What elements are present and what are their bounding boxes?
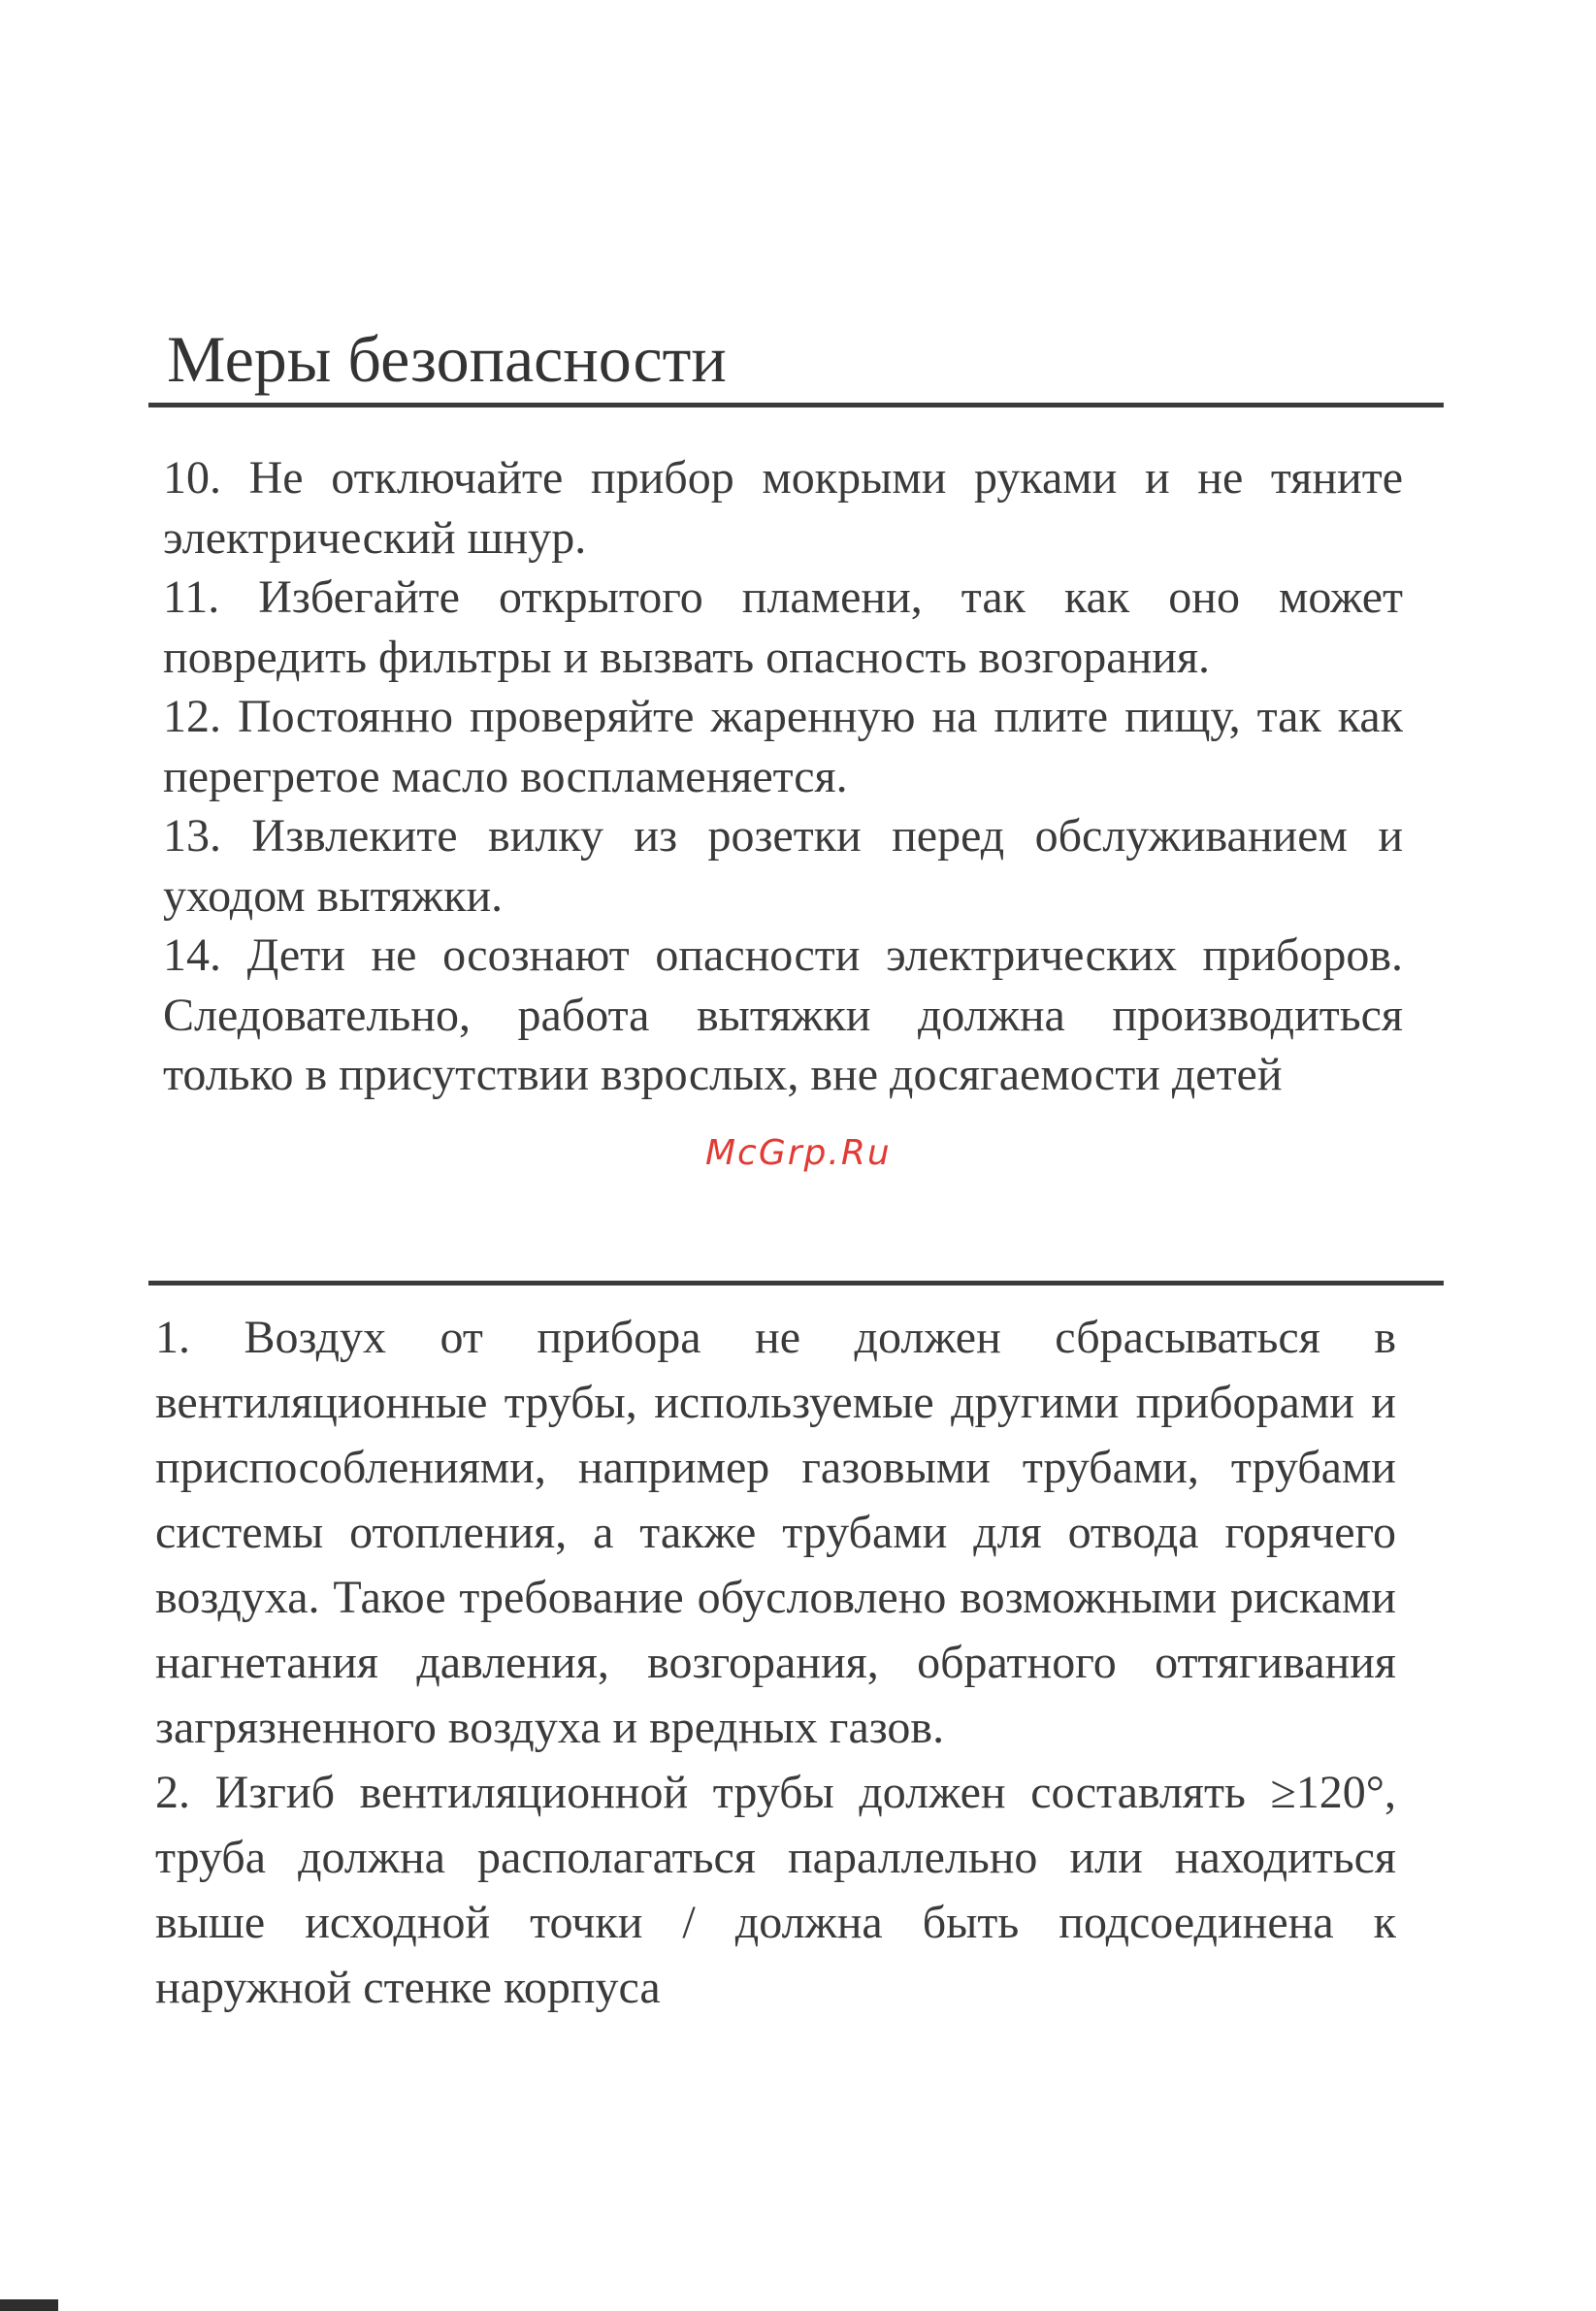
safety-rule-12: 12. Постоянно проверяйте жаренную на плите пищу, так как перегретое масло воспламеняется. — [163, 691, 1403, 802]
page-title: Меры безопасности — [167, 322, 727, 396]
ventilation-rule-1: 1. Воздух от прибора не должен сбрасываться в вентиляционные трубы, используемые другими приборами и приспособлениями, например газовыми трубами, трубами системы отопления, а также трубами для отвода горячего воздуха. Такое требование обусловлено возможными рисками нагнетания давления, возгорания, обратного оттягивания загрязненного воздуха и вредных газов. — [155, 1312, 1396, 1753]
safety-rule-11: 11. Избегайте открытого пламени, так как оно может повредить фильтры и вызвать опасность возгорания. — [163, 571, 1403, 683]
title-divider — [148, 403, 1444, 407]
watermark: McGrp.Ru — [705, 1133, 892, 1173]
ventilation-rule-2: 2. Изгиб вентиляционной трубы должен составлять ≥120°, труба должна располагаться параллельно или находиться выше исходной точки / должна быть подсоединена к наружной стенке корпуса — [155, 1767, 1396, 2013]
safety-rule-13: 13. Извлеките вилку из розетки перед обслуживанием и уходом вытяжки. — [163, 810, 1403, 922]
page-edge-mark — [0, 2299, 58, 2311]
safety-rule-14: 14. Дети не осознают опасности электрических приборов. Следовательно, работа вытяжки должна производиться только в присутствии взрослых, вне досягаемости детей — [163, 929, 1403, 1100]
safety-rule-10: 10. Не отключайте прибор мокрыми руками и не тяните электрический шнур. — [163, 452, 1403, 564]
ventilation-rules-list — [155, 1305, 1396, 2020]
section-divider — [148, 1281, 1444, 1286]
safety-rules-list — [163, 448, 1403, 1105]
